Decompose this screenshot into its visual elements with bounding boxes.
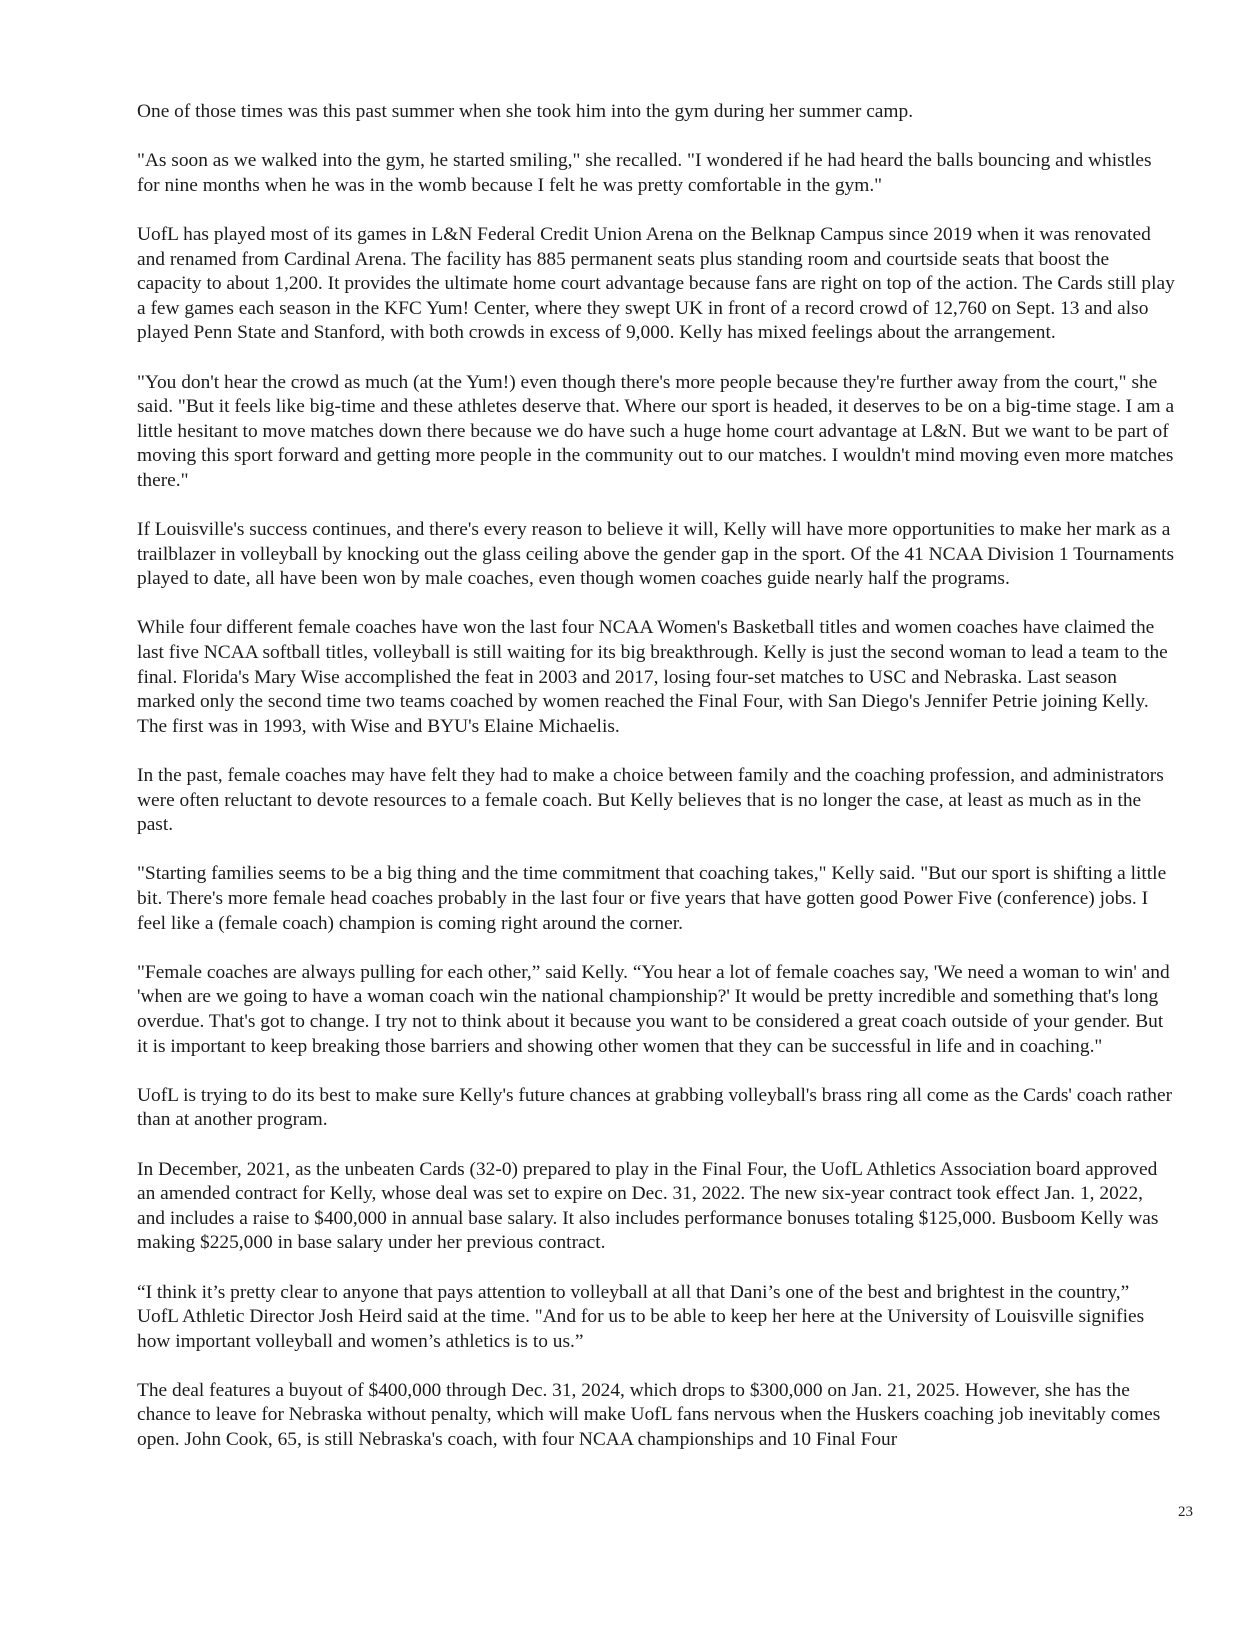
paragraph-13: The deal features a buyout of $400,000 through Dec. 31, 2024, which drops to $300,000 on Jan. 21, 2025. However, she has the chance to leave for Nebraska without penalty, which will make UofL fans nervous when the Huskers coaching job inevitably comes open. John Cook, 65, is still Nebraska's coach, with four NCAA championships and 10 Final Four (137, 1379, 1161, 1451)
paragraph-7: In the past, female coaches may have felt they had to make a choice between family and the coaching profession, and administrators were often reluctant to devote resources to a female coach. But Kelly believes that is no longer the case, at least as much as in the past. (137, 765, 1164, 836)
paragraph-10: UofL is trying to do its best to make sure Kelly's future chances at grabbing volleyball's brass ring all come as the Cards' coach rather than at another program. (137, 1084, 1173, 1131)
paragraph-2: "As soon as we walked into the gym, he started smiling," she recalled. "I wondered if he had heard the balls bouncing and whistles for nine months when he was in the womb because I felt he was pretty comfortable in the gym." (137, 150, 1152, 196)
page-number: 23 (1178, 1504, 1193, 1520)
paragraph-9: "Female coaches are always pulling for each other,” said Kelly. “You hear a lot of female coaches say, 'We need a woman to win' and 'when are we going to have a woman coach win the national championship?' It would be pretty incredible and something that's long overdue. That's got to change. I try not to think about it because you want to be considered a great coach outside of your gender. But it is important to keep breaking those barriers and showing other women that they can be successful in life and in coaching." (137, 961, 1170, 1057)
paragraph-12: “I think it’s pretty clear to anyone that pays attention to volleyball at all that Dani’s one of the best and brightest in the country,” UofL Athletic Director Josh Heird said at the time. "And for us to be able to keep her here at the University of Louisville signifies how important volleyball and women’s athletics is to us.” (137, 1281, 1145, 1352)
paragraph-4: "You don't hear the crowd as much (at the Yum!) even though there's more people because they're further away from the court," she said. "But it feels like big-time and these athletes deserve that. Where our sport is headed, it deserves to be on a big-time stage. I am a little hesitant to move matches down there because we do have such a huge home court advantage at L&N. But we want to be part of moving this sport forward and getting more people in the community out to our matches. I wouldn't mind moving even more matches there." (137, 371, 1175, 491)
paragraph-6: While four different female coaches have won the last four NCAA Women's Basketball titles and women coaches have claimed the last five NCAA softball titles, volleyball is still waiting for its big breakthrough. Kelly is just the second woman to lead a team to the final. Florida's Mary Wise accomplished the feat in 2003 and 2017, losing four-set matches to USC and Nebraska. Last season marked only the second time two teams coached by women reached the Final Four, with San Diego's Jennifer Petrie joining Kelly. The first was in 1993, with Wise and BYU's Elaine Michaelis. (137, 617, 1168, 737)
paragraph-3: UofL has played most of its games in L&N Federal Credit Union Arena on the Belknap Campus since 2019 when it was renovated and renamed from Cardinal Arena. The facility has 885 permanent seats plus standing room and courtside seats that boost the capacity to about 1,200. It provides the ultimate home court advantage because fans are right on top of the action. The Cards still play a few games each season in the KFC Yum! Center, where they swept UK in front of a record crowd of 12,760 on Sept. 13 and also played Penn State and Stanford, with both crowds in excess of 9,000. Kelly has mixed feelings about the arrangement. (137, 223, 1175, 344)
paragraph-1: One of those times was this past summer when she took him into the gym during her summer camp. (137, 101, 914, 122)
paragraph-11: In December, 2021, as the unbeaten Cards (32-0) prepared to play in the Final Four, the UofL Athletics Association board approved an amended contract for Kelly, whose deal was set to expire on Dec. 31, 2022. The new six-year contract took effect Jan. 1, 2022, and includes a raise to $400,000 in annual base salary. It also includes performance bonuses totaling $125,000. Busboom Kelly was making $225,000 in base salary under her previous contract. (137, 1158, 1159, 1254)
paragraph-5: If Louisville's success continues, and there's every reason to believe it will, Kelly will have more opportunities to make her mark as a trailblazer in volleyball by knocking out the glass ceiling above the gender gap in the sport. Of the 41 NCAA Division 1 Tournaments played to date, all have been won by male coaches, even though women coaches guide nearly half the programs. (137, 519, 1175, 590)
article-body (137, 100, 1175, 1453)
paragraph-8: "Starting families seems to be a big thing and the time commitment that coaching takes," Kelly said. "But our sport is shifting a little bit. There's more female head coaches probably in the last four or five years that have gotten good Power Five (conference) jobs. I feel like a (female coach) champion is coming right around the corner. (137, 863, 1167, 934)
